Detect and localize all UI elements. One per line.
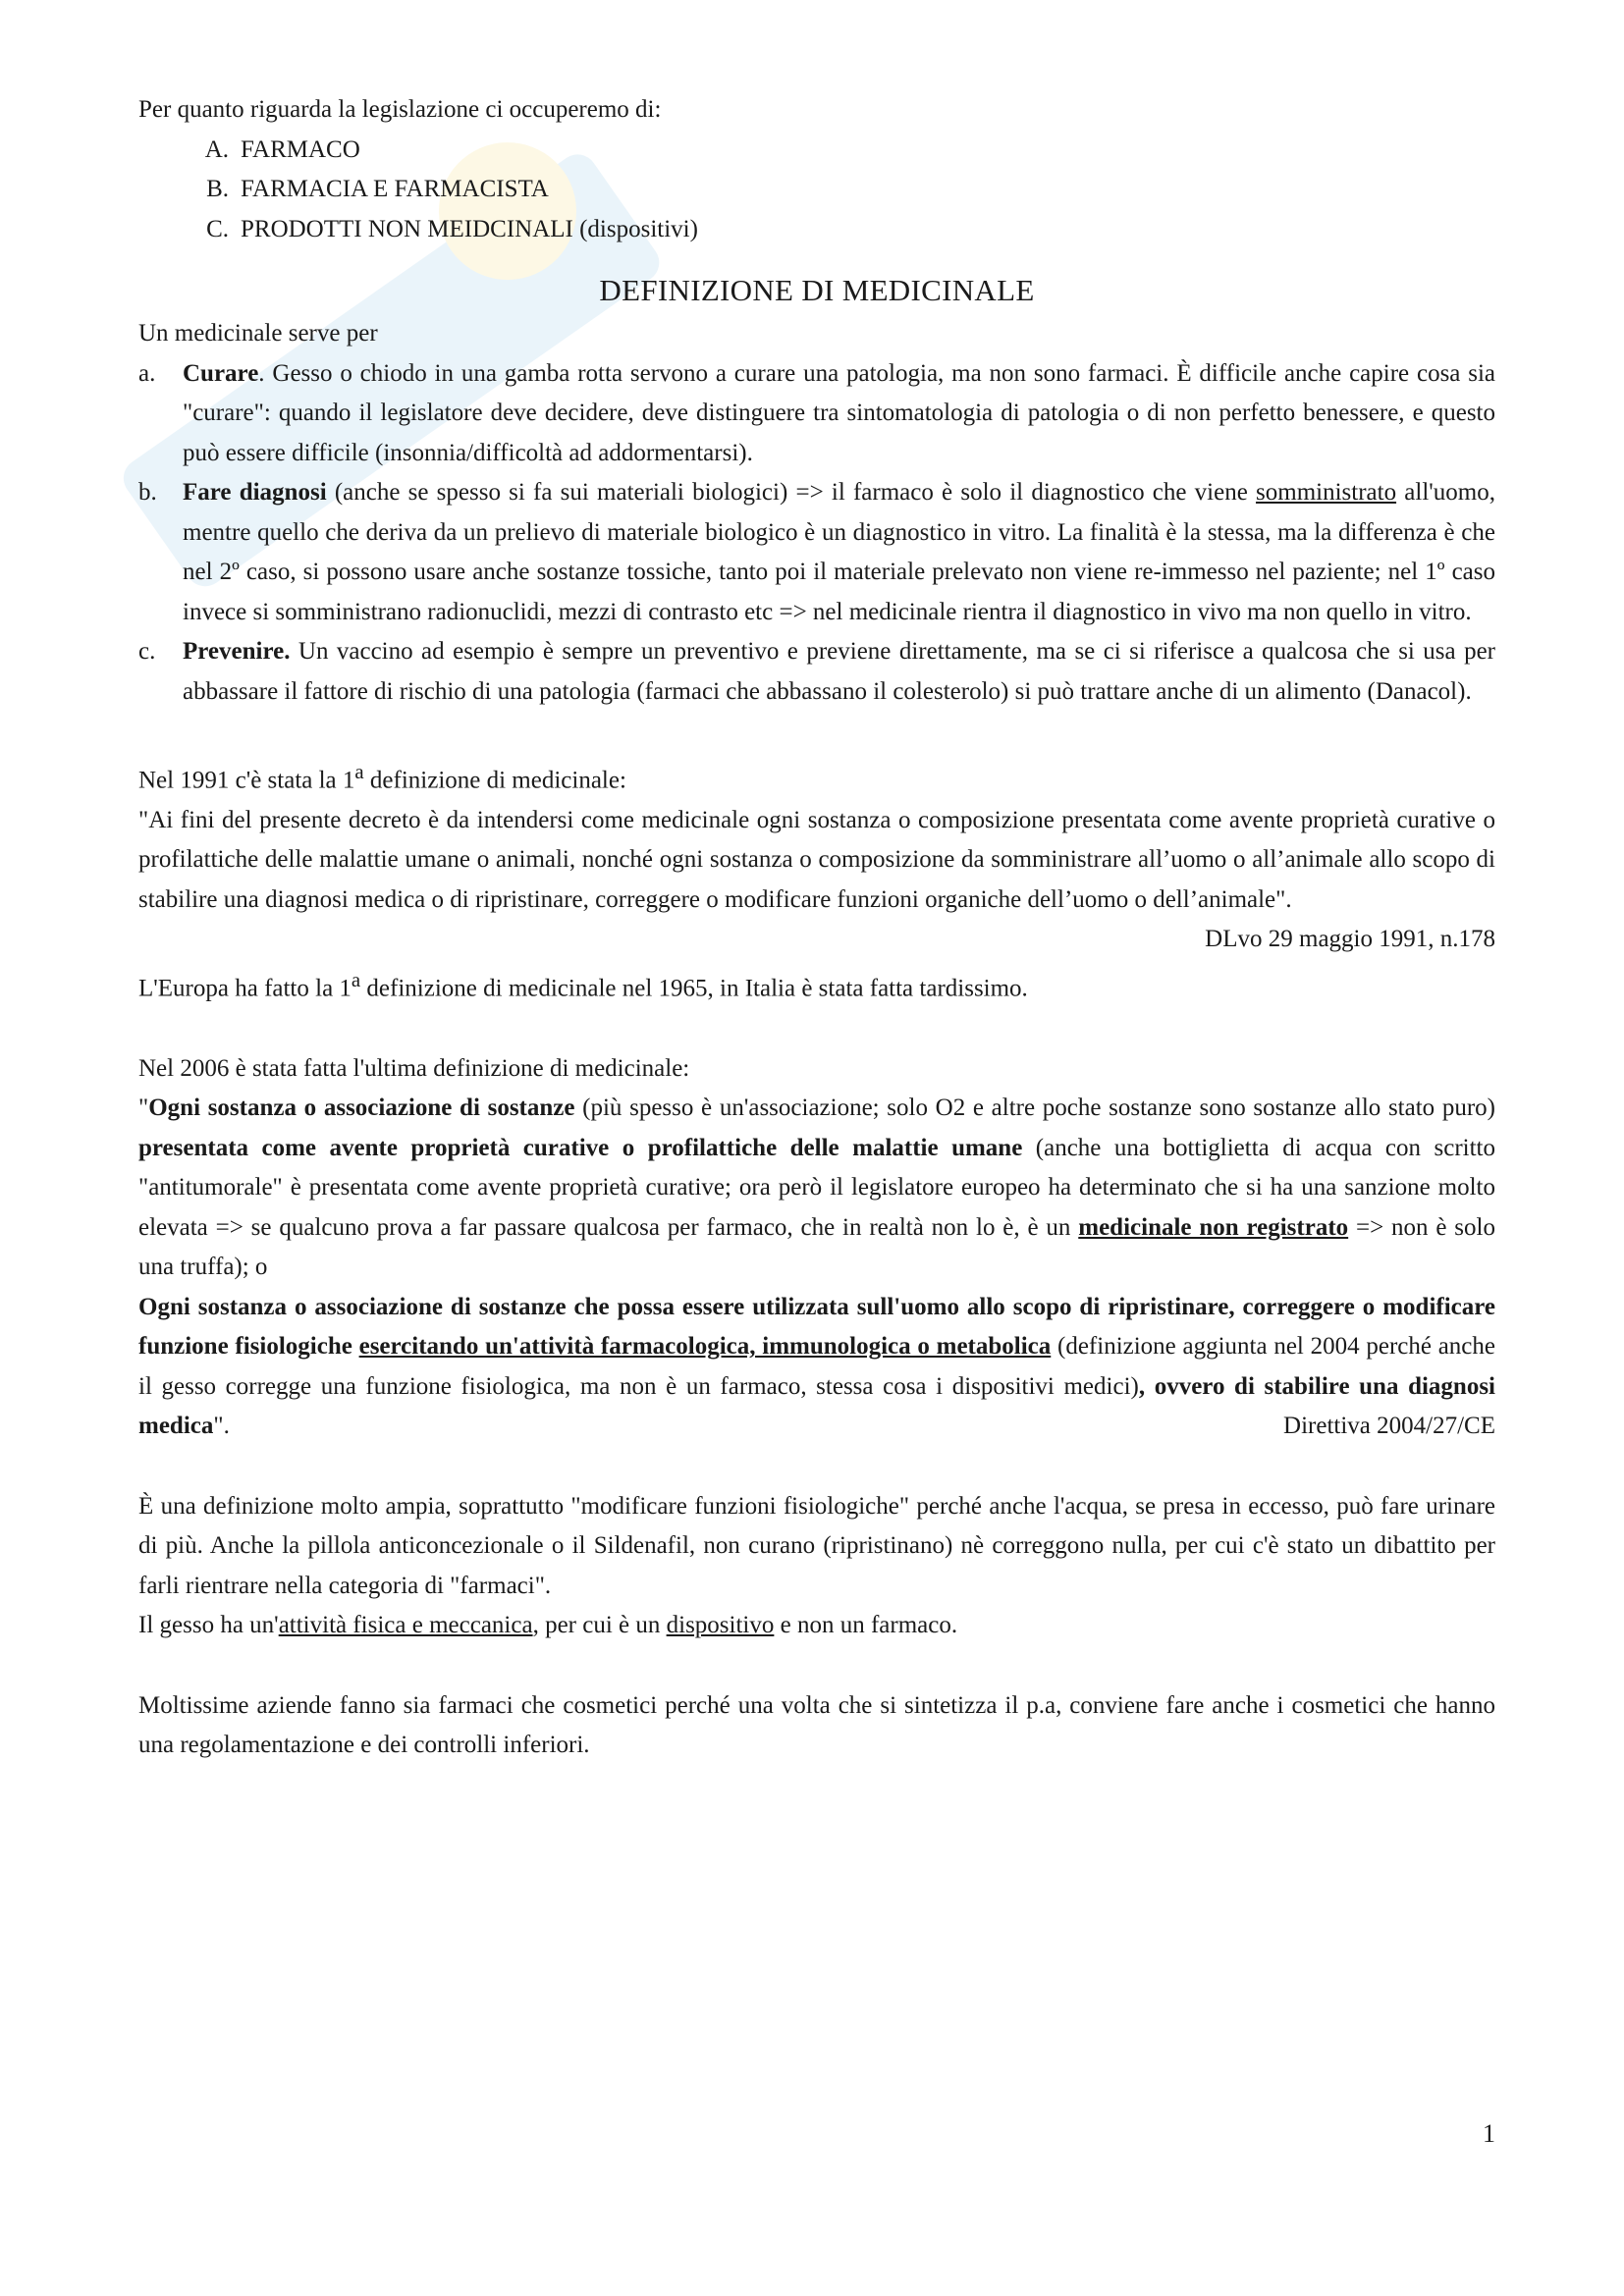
def2006-intro: Nel 2006 è stata fatta l'ultima definizione di medicinale: xyxy=(138,1054,690,1082)
def1991-source: DLvo 29 maggio 1991, n.178 xyxy=(1205,926,1495,953)
commentary-paragraph-2: Il gesso ha un'attività fisica e meccanica, per cui è un dispositivo e non un farmaco. xyxy=(138,1612,958,1639)
purpose-intro: Un medicinale serve per xyxy=(138,320,378,347)
europe-note: L'Europa ha fatto la 1$^a$ definizione di medicinale nel 1965, in Italia è stata fatta tardissimo. xyxy=(138,967,1028,1002)
section-heading: DEFINIZIONE DI MEDICINALE xyxy=(599,273,1035,307)
purpose-item-curare: a. Curare. Gesso o chiodo in una gamba rotta servono a curare una patologia, ma non sono farmaci. È difficile anche capire cosa sia "curare": quando il legislatore deve decidere, deve distinguere tra sintomatologia di patologia o di non perfetto benessere, e questo può essere difficile (insonnia/difficoltà ad addormentarsi). xyxy=(138,359,1495,466)
def2006-quote-part2: Ogni sostanza o associazione di sostanze che possa essere utilizzata sull'uomo allo scopo di ripristinare, correggere o modificare funzione fisiologiche esercitando un'attività farmacologica, immunologica o metabolica (definizione aggiunta nel 2004 perché anche il gesso corregge una funzione fisiologica, ma non è un farmaco, stessa cosa i dispositivi medici), ovvero di stabilire una diagnosi medica". Direttiva 2004/27/CE xyxy=(138,1288,1495,1447)
def1991-intro: Nel 1991 c'è stata la 1$^a$ definizione di medicinale: xyxy=(138,760,626,794)
purpose-item-diagnosi: b. Fare diagnosi (anche se spesso si fa sui materiali biologici) => il farmaco è solo il diagnostico che viene somministrato all'uomo, mentre quello che deriva da un prelievo di materiale biologico è un diagnostico in vitro. La finalità è la stessa, ma la differenza è che nel 2º caso, si possono usare anche sostanze tossiche, tanto poi il materiale prelevato non viene re-immesso nel paziente; nel 1º caso invece si somministrano radionuclidi, mezzi di contrasto etc => nel medicinale rientra il diagnostico in vivo ma non quello in vitro. xyxy=(138,479,1495,625)
commentary-paragraph-3: Moltissime aziende fanno sia farmaci che cosmetici perché una volta che si sintetizza il p.a, conviene fare anche i cosmetici che hanno una regolamentazione e dei controlli inferiori. xyxy=(138,1691,1495,1759)
def2006-quote-part1: "Ogni sostanza o associazione di sostanze (più spesso è un'associazione; solo O2 e altre poche sostanze sono sostanze allo stato puro) presentata come avente proprietà curative o profilattiche delle malattie umane (anche una bottiglietta di acqua con scritto "antitumorale" è presentata come avente proprietà curative; ora però il legislatore europeo ha determinato che si ha una sanzione molto elevata => se qualcuno prova a far passare qualcosa per farmaco, che in realtà non lo è, è un medicinale non registrato => non è solo una truffa); o xyxy=(138,1095,1495,1281)
def1991-quote: "Ai fini del presente decreto è da intendersi come medicinale ogni sostanza o composizione presentata come avente proprietà curative o profilattiche delle malattie umane o animali, nonché ogni sostanza o composizione da somministrare all’uomo o all’animale allo scopo di stabilire una diagnosi medica o di ripristinare, correggere o modificare funzioni organiche dell’uomo o dell’animale". xyxy=(138,806,1495,913)
topic-item: B. FARMACIA E FARMACISTA xyxy=(206,176,549,202)
document-page xyxy=(138,90,1495,1766)
def2006-source: Direttiva 2004/27/CE xyxy=(1283,1413,1495,1440)
purpose-item-prevenire: c. Prevenire. Un vaccino ad esempio è sempre un preventivo e previene direttamente, ma se ci si riferisce a qualcosa che si usa per abbassare il fattore di rischio di una patologia (farmaci che abbassano il colesterolo) si può trattare anche di un alimento (Danacol). xyxy=(138,638,1495,705)
commentary-paragraph-1: È una definizione molto ampia, soprattutto "modificare funzioni fisiologiche" perché anche l'acqua, se presa in eccesso, può fare urinare di più. Anche la pillola anticoncezionale o il Sildenafil, non curano (ripristinano) nè correggono nulla, per cui c'è stato un dibattito per farli rientrare nella categoria di "farmaci". xyxy=(138,1492,1495,1599)
page-number: 1 xyxy=(1483,2119,1495,2148)
intro-text: Per quanto riguarda la legislazione ci occuperemo di: xyxy=(138,96,662,123)
topics-list xyxy=(138,131,1495,250)
topic-item: A. FARMACO xyxy=(204,135,360,163)
topic-item: C. PRODOTTI NON MEIDCINALI (dispositivi) xyxy=(206,215,698,242)
purposes-list xyxy=(138,354,1495,713)
